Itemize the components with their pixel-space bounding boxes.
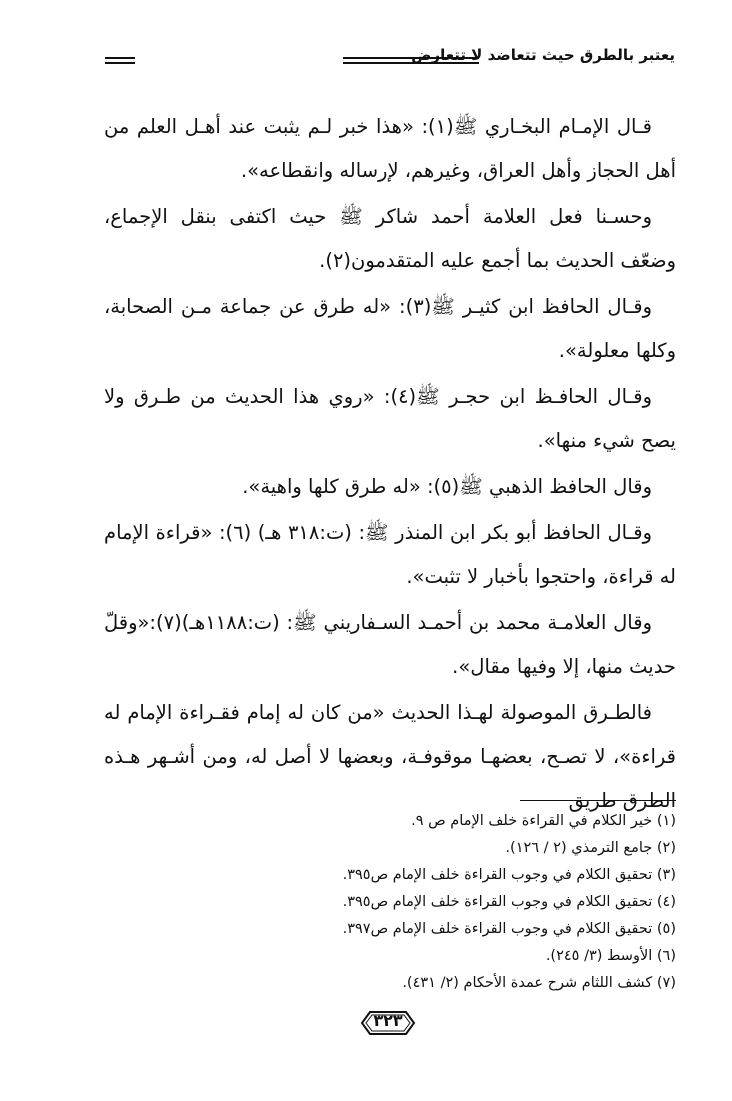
footnote-1: (١) خير الكلام في القراءة خلف الإمام ص ٩.: [411, 813, 676, 829]
paragraph-ibn-kathir: وقـال الحافظ ابن كثيـر ﷺ(٣): «له طرق عن جماعة مـن الصحابة، وكلها معلولة».: [104, 295, 676, 362]
paragraph-ibn-hajar: وقـال الحافـظ ابن حجـر ﷺ(٤): «روي هذا الحديث من طـرق ولا يصح شيء منها».: [104, 385, 676, 452]
paragraph-saffarini: وقال العلامـة محمد بن أحمـد السـفاريني ﷺ: (ت:١١٨٨هـ)(٧):«وقلّ حديث منها، إلا وفيها مقال».: [104, 611, 676, 678]
footnote-3: (٣) تحقيق الكلام في وجوب القراءة خلف الإمام ص٣٩٥.: [342, 867, 676, 883]
paragraph-ibn-mundhir: وقـال الحافظ أبو بكر ابن المنذر ﷺ: (ت:٣١٨ هـ) (٦): «قراءة الإمام له قراءة، واحتجوا بأخبار لا تثبت».: [104, 521, 676, 588]
header-title: يعتبر بالطرق حيث تتعاضد لا تتعارض: [411, 46, 675, 64]
page-number: ٣٢٣: [373, 1011, 403, 1030]
footnote-5: (٥) تحقيق الكلام في وجوب القراءة خلف الإمام ص٣٩٧.: [342, 921, 676, 937]
paragraph-shakir: وحسـنا فعل العلامة أحمد شاكر ﷺ حيث اكتفى بنقل الإجماع، وضعّف الحديث بما أجمع عليه المتقدمون(٢).: [104, 205, 676, 272]
footnote-4: (٤) تحقيق الكلام في وجوب القراءة خلف الإمام ص٣٩٥.: [342, 894, 676, 910]
main-text: [104, 105, 676, 823]
running-header: [105, 46, 675, 74]
footnote-6: (٦) الأوسط (٣/ ٢٤٥).: [545, 948, 676, 964]
footnote-separator: [520, 800, 676, 801]
page-number-ornament: [358, 1008, 418, 1038]
paragraph-conclusion: فالطـرق الموصولة لهـذا الحديث «من كان له إمام فقـراءة الإمام له قراءة»، لا تصـح، بعضهـا موقوفـة، وبعضها لا أصل له، ومن أشـهر هـذه الطرق طريق: [104, 701, 676, 812]
footnotes: [160, 808, 676, 997]
footnote-7: (٧) كشف اللثام شرح عمدة الأحكام (٢/ ٤٣١).: [402, 975, 676, 991]
footnote-2: (٢) جامع الترمذي (٢ / ١٢٦).: [505, 840, 676, 856]
paragraph-bukhari: قـال الإمـام البخـاري ﷺ(١): «هذا خبر لـم يثبت عند أهـل العلم من أهل الحجاز وأهل العراق، وغيرهم، لإرساله وانقطاعه».: [104, 115, 676, 182]
header-rule-left: [105, 57, 135, 64]
paragraph-dhahabi: وقال الحافظ الذهبي ﷺ(٥): «له طرق كلها واهية».: [242, 475, 652, 498]
